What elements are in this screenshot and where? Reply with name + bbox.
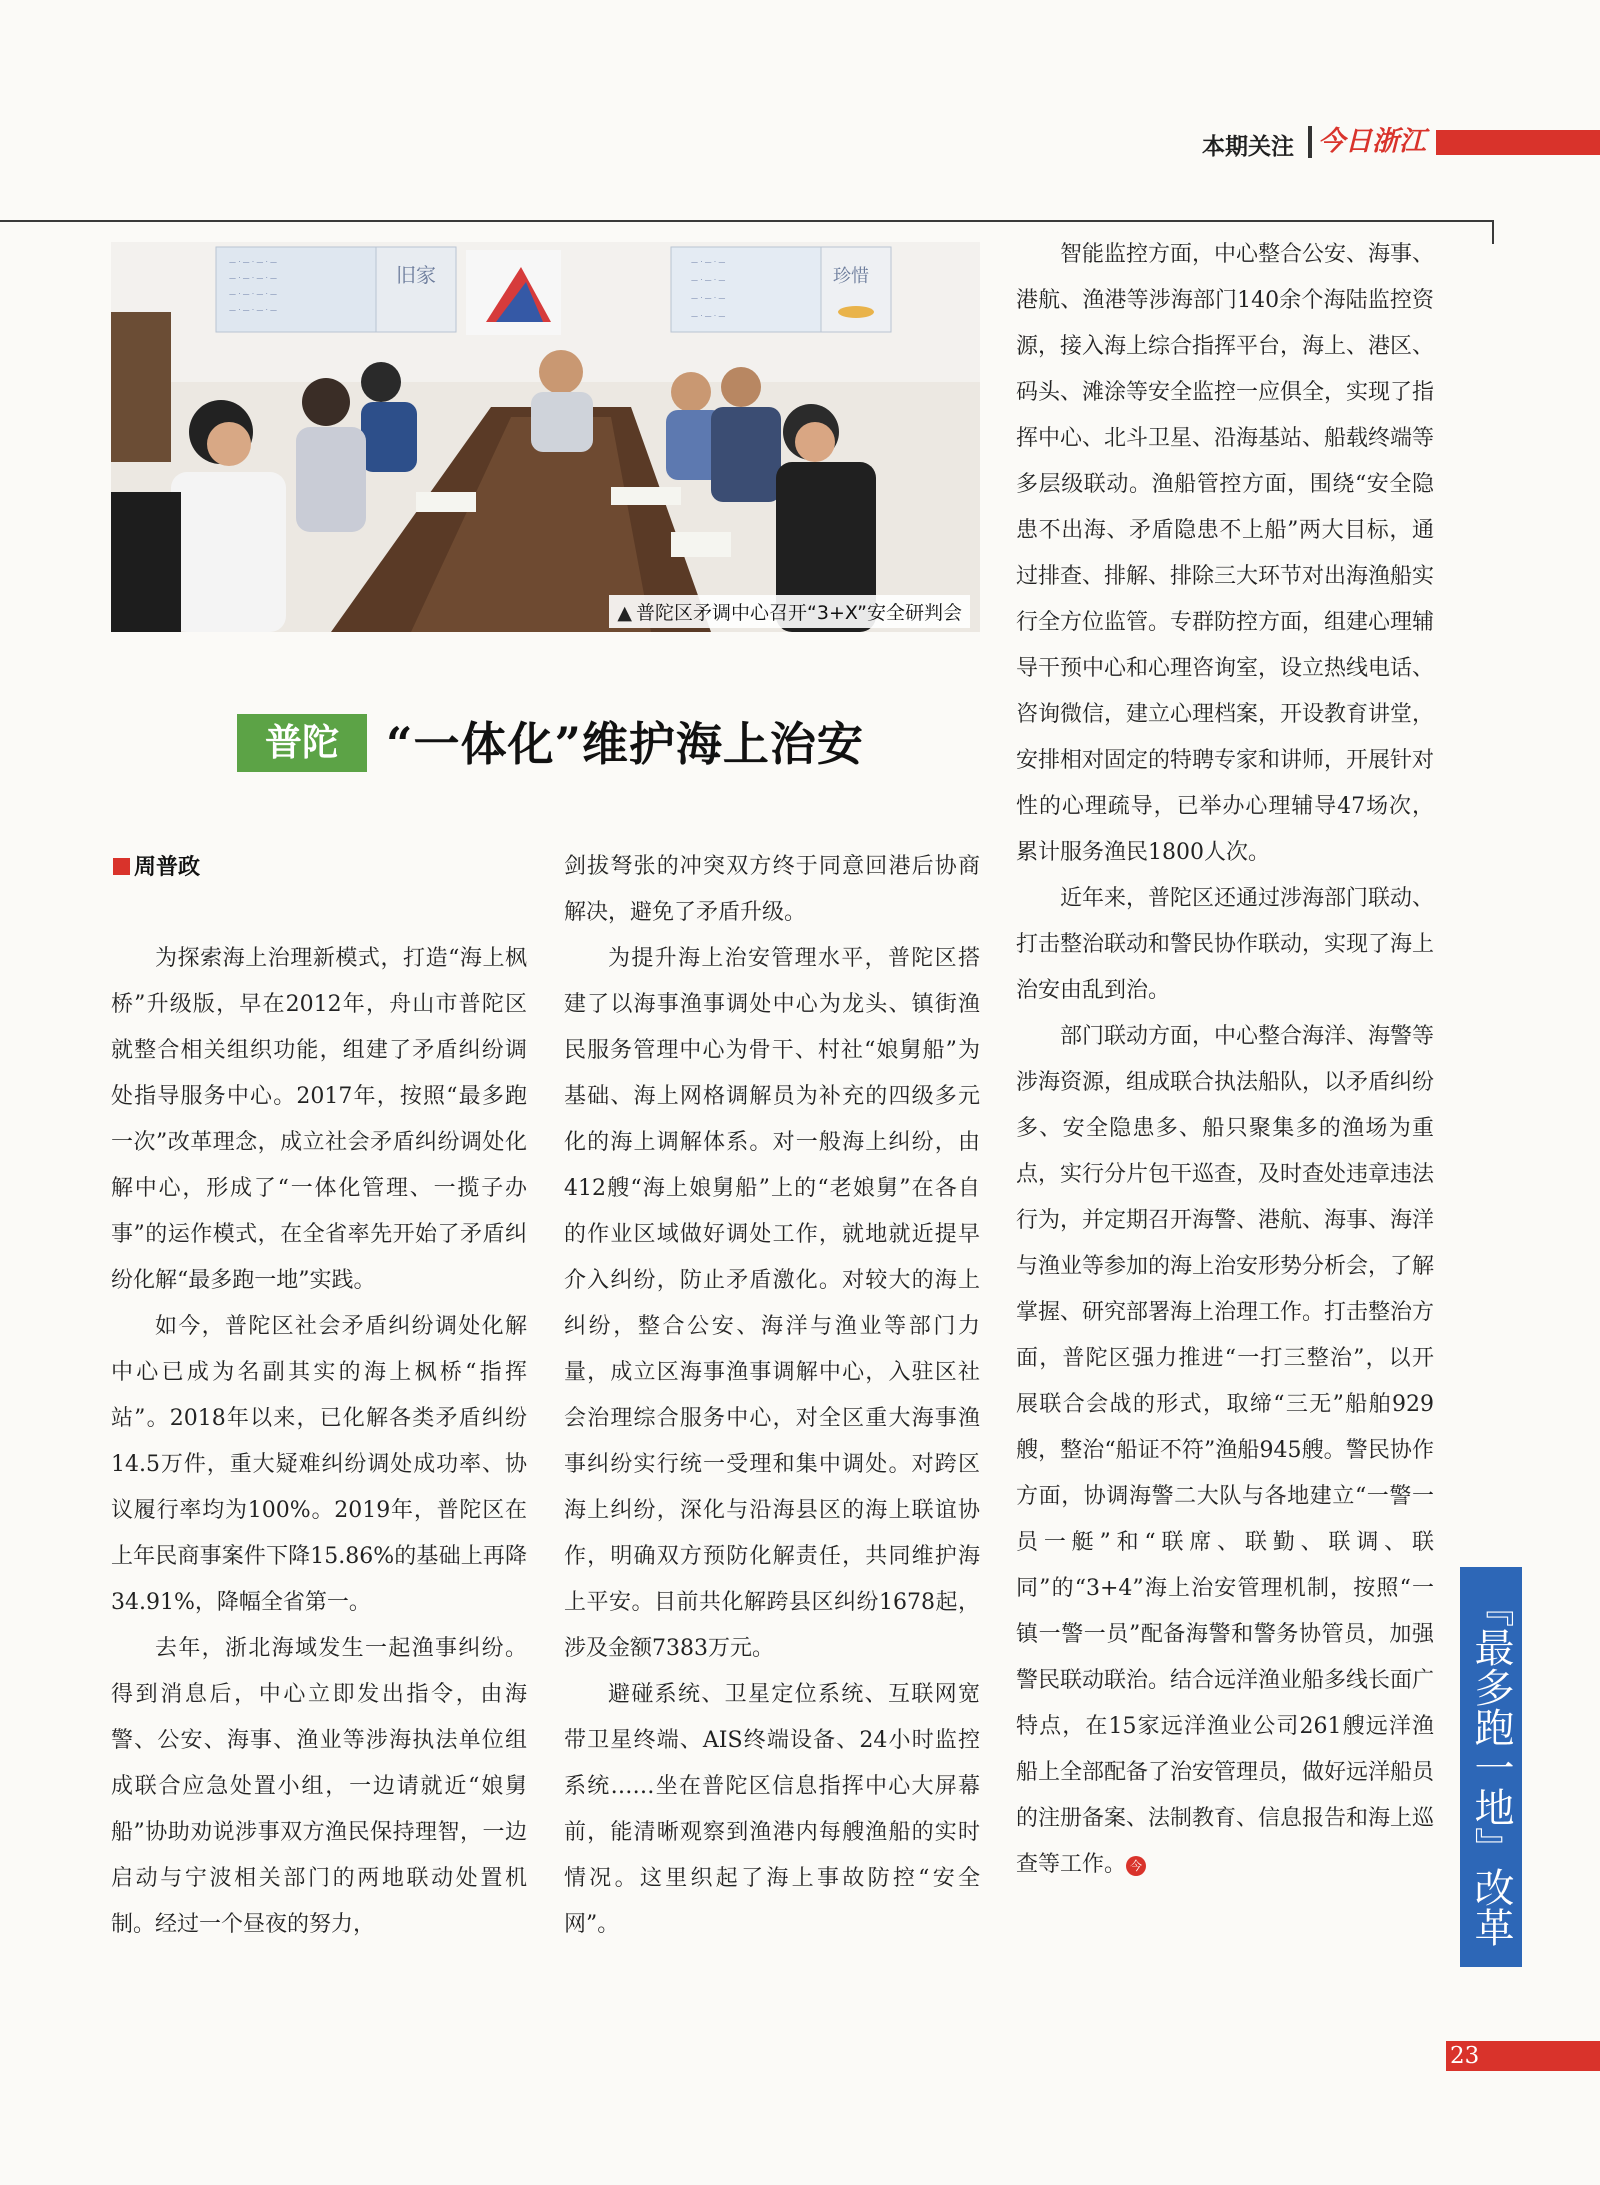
paragraph: 去年，浙北海域发生一起渔事纠纷。得到消息后，中心立即发出指令，由海警、公安、海事、渔业等涉海执法单位组成联合应急处置小组，一边请就近“娘舅船”协助劝说涉事双方渔民保持理智，一边启动与宁波相关部门的两地联动处置机制。经过一个昼夜的努力，: [111, 1636, 527, 1937]
svg-text:— · — · — · —: — · — · — · —: [229, 274, 278, 282]
photo-caption: [609, 595, 970, 628]
svg-text:— · — · — · —: — · — · — · —: [229, 306, 278, 314]
svg-text:— · — · —: — · — · —: [691, 276, 726, 284]
svg-text:— · — · —: — · — · —: [691, 258, 726, 266]
paragraph: [1016, 1014, 1434, 1888]
article-title: “一体化”维护海上治安: [386, 717, 864, 771]
section-side-tab: 『最多跑一地』改革: [1460, 1567, 1522, 1967]
svg-text:— · — · — · —: — · — · — · —: [229, 258, 278, 266]
article-column-3: [1016, 232, 1434, 1888]
paragraph: 近年来，普陀区还通过涉海部门联动、打击整治联动和警民协作联动，实现了海上治安由乱到治。: [1016, 886, 1435, 1003]
caption-triangle-icon: ▲: [617, 602, 633, 624]
header-rule-tick: [1492, 220, 1494, 244]
paragraph: 避碰系统、卫星定位系统、互联网宽带卫星终端、AIS终端设备、24小时监控系统……坐在普陀区信息指挥中心大屏幕前，能清晰观察到渔港内每艘渔船的实时情况。这里织起了海上事故防控“安全网”。: [564, 1682, 980, 1937]
header-rule: [0, 220, 1494, 222]
svg-text:— · — · —: — · — · —: [691, 312, 726, 320]
wall-poster-right-text: 珍惜: [833, 266, 869, 287]
paragraph-text: 部门联动方面，中心整合海洋、海警等涉海资源，组成联合执法船队，以矛盾纠纷多、安全隐患多、船只聚集多的渔场为重点，实行分片包干巡查，及时查处违章违法行为，并定期召开海警、港航、海事、海洋与渔业等参加的海上治安形势分析会，了解掌握、研究部署海上治理工作。打击整治方面，普陀区强力推进“一打三整治”，以开展联合会战的形式，取缔“三无”船舶929艘，整治“船证不符”渔船945艘。警民协作方面，协调海警二大队与各地建立“一警一员一艇”和“联席、联勤、联调、联同”的“3+4”海上治安管理机制，按照“一镇一警一员”配备海警和警务协管员，加强警民联动联治。结合远洋渔业船多线长面广特点，在15家远洋渔业公司261艘远洋渔船上全部配备了治安管理员，做好远洋船员的注册备案、法制教育、信息报告和海上巡查等工作。: [1016, 1024, 1435, 1877]
byline-author: 周普政: [134, 855, 201, 880]
paragraph: 为提升海上治安管理水平，普陀区搭建了以海事渔事调处中心为龙头、镇街渔民服务管理中心为骨干、村社“娘舅船”为基础、海上网格调解员为补充的四级多元化的海上调解体系。对一般海上纠纷，由412艘“海上娘舅船”上的“老娘舅”在各自的作业区域做好调处工作，就地就近提早介入纠纷，防止矛盾激化。对较大的海上纠纷，整合公安、海洋与渔业等部门力量，成立区海事渔事调解中心，入驻区社会治理综合服务中心，对全区重大海事渔事纠纷实行统一受理和集中调处。对跨区海上纠纷，深化与沿海县区的海上联谊协作，明确双方预防化解责任，共同维护海上平安。目前共化解跨县区纠纷1678起，涉及金额7383万元。: [564, 946, 980, 1661]
meeting-photo: [111, 242, 980, 632]
header-accent-bar: [1436, 130, 1600, 155]
header-divider: [1308, 126, 1312, 158]
magazine-logo: 今日浙江: [1318, 126, 1426, 157]
article-end-mark-icon: 今: [1126, 1856, 1146, 1876]
column-title: 本期关注: [1202, 134, 1294, 160]
meeting-photo-illustration: [111, 242, 980, 632]
region-tag: 普陀: [237, 714, 367, 772]
article-column-1: [111, 936, 527, 1948]
svg-text:— · — · — · —: — · — · — · —: [229, 290, 278, 298]
svg-text:— · — · —: — · — · —: [691, 294, 726, 302]
byline: [113, 850, 200, 881]
byline-square-icon: [113, 858, 130, 875]
photo-caption-text: 普陀区矛调中心召开“3+X”安全研判会: [636, 602, 962, 624]
wall-poster-left-text: 旧家: [396, 263, 436, 287]
article-column-2: [564, 844, 980, 1948]
paragraph: 剑拔弩张的冲突双方终于同意回港后协商解决，避免了矛盾升级。: [564, 854, 980, 925]
page-number: 23: [1450, 2043, 1480, 2069]
paragraph: 如今，普陀区社会矛盾纠纷调处化解中心已成为名副其实的海上枫桥“指挥站”。2018年以来，已化解各类矛盾纠纷14.5万件，重大疑难纠纷调处成功率、协议履行率均为100%。2019年，普陀区在上年民商事案件下降15.86%的基础上再降34.91%，降幅全省第一。: [111, 1314, 527, 1615]
paragraph: 为探索海上治理新模式，打造“海上枫桥”升级版，早在2012年，舟山市普陀区就整合相关组织功能，组建了矛盾纠纷调处指导服务中心。2017年，按照“最多跑一次”改革理念，成立社会矛盾纠纷调处化解中心，形成了“一体化管理、一揽子办事”的运作模式，在全省率先开始了矛盾纠纷化解“最多跑一地”实践。: [111, 946, 527, 1293]
paragraph: 智能监控方面，中心整合公安、海事、港航、渔港等涉海部门140余个海陆监控资源，接入海上综合指挥平台，海上、港区、码头、滩涂等安全监控一应俱全，实现了指挥中心、北斗卫星、沿海基站、船载终端等多层级联动。渔船管控方面，围绕“安全隐患不出海、矛盾隐患不上船”两大目标，通过排查、排解、排除三大环节对出海渔船实行全方位监管。专群防控方面，组建心理辅导干预中心和心理咨询室，设立热线电话、咨询微信，建立心理档案，开设教育讲堂，安排相对固定的特聘专家和讲师，开展针对性的心理疏导，已举办心理辅导47场次，累计服务渔民1800人次。: [1016, 242, 1435, 865]
